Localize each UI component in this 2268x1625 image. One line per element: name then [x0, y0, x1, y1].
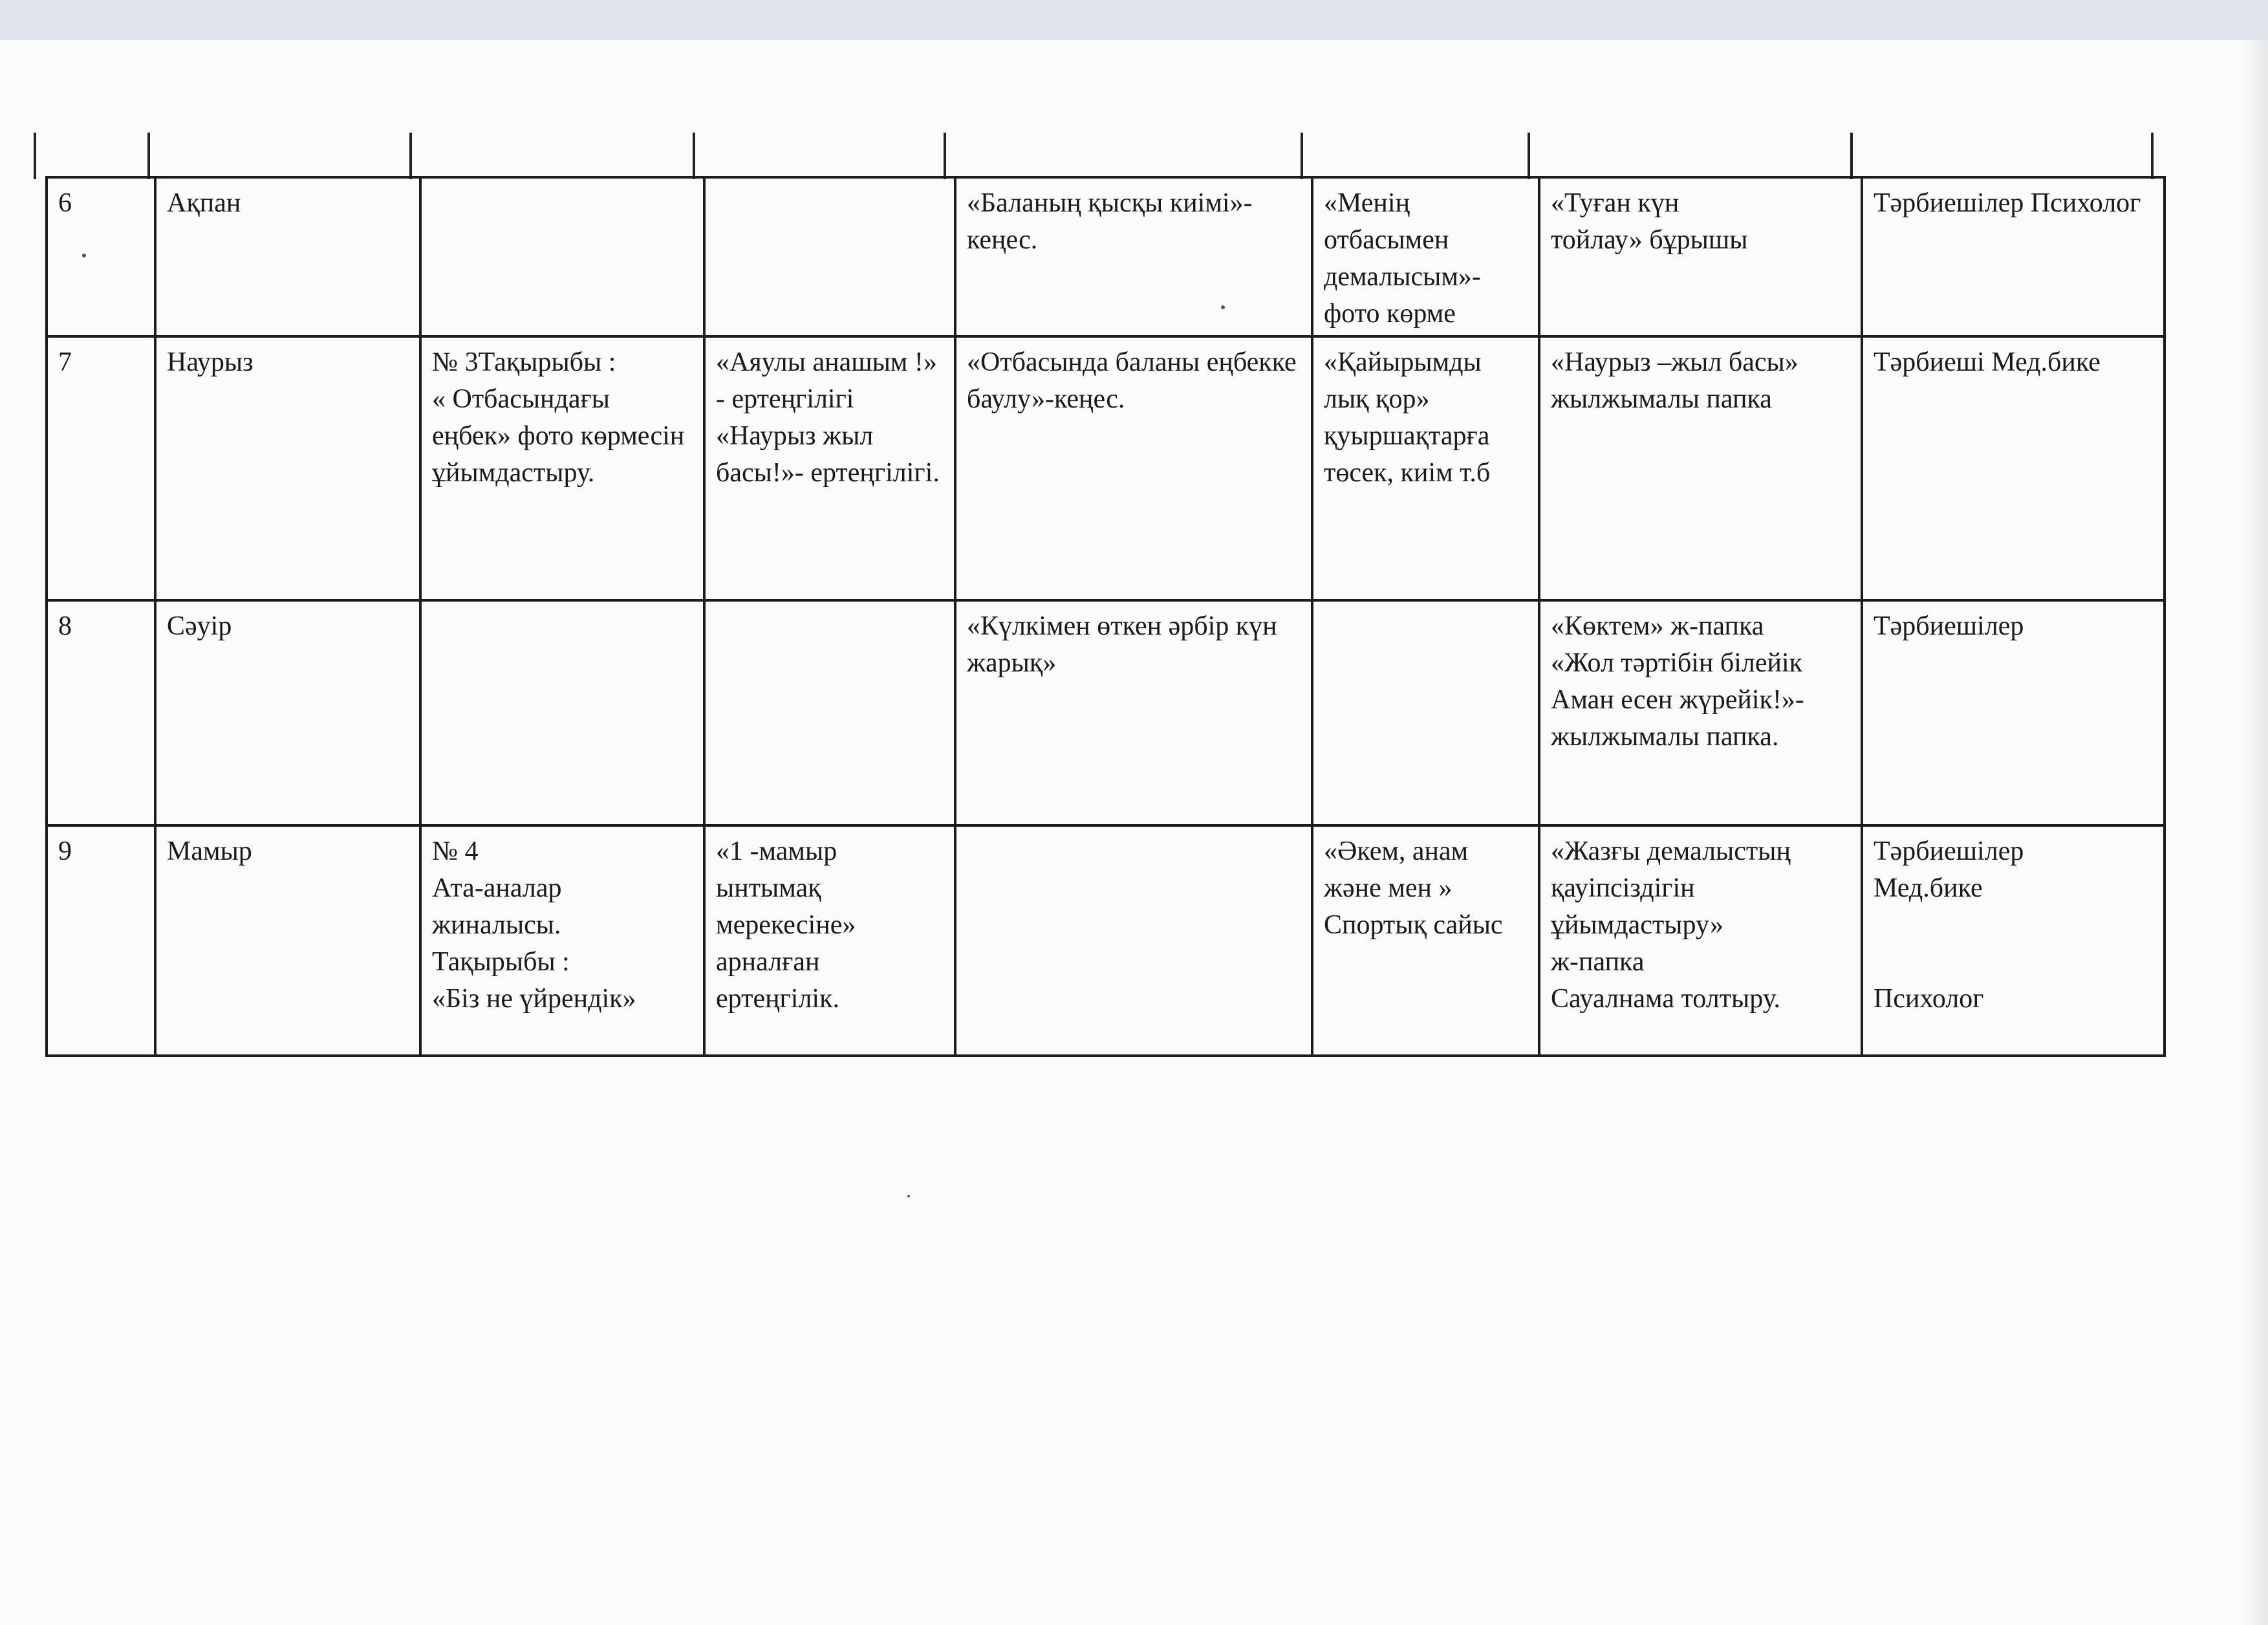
month-cell: Сәуір — [155, 600, 420, 825]
table-header-remnant — [0, 0, 2268, 194]
meeting-cell — [420, 177, 704, 336]
folder-cell: «Жазғы демалыстың қауіпсіздігін ұйымдастыру» ж-папка Сауалнама толтыру. — [1539, 825, 1862, 1056]
month-cell: Мамыр — [155, 825, 420, 1056]
row-number-cell: 9 — [47, 825, 155, 1056]
responsible-cell: Тәрбиешілер Психолог — [1862, 177, 2165, 336]
responsible-cell: Тәрбиешілер Мед.бике Психолог — [1862, 825, 2165, 1056]
meeting-cell — [420, 600, 704, 825]
table-row — [47, 177, 2165, 336]
consultation-cell: «Баланың қысқы киімі»-кеңес. — [955, 177, 1312, 336]
responsible-cell: Тәрбиешілер — [1862, 600, 2165, 825]
row-number-cell: 8 — [47, 600, 155, 825]
table-row — [47, 336, 2165, 600]
meeting-cell: № 4 Ата-аналар жиналысы. Тақырыбы : «Біз не үйрендік» — [420, 825, 704, 1056]
column-divider-stub — [147, 133, 150, 179]
responsible-cell: Тәрбиеші Мед.бике — [1862, 336, 2165, 600]
scan-speck — [82, 254, 86, 257]
consultation-cell: «Отбасында баланы еңбекке баулу»-кеңес. — [955, 336, 1312, 600]
month-cell: Ақпан — [155, 177, 420, 336]
event-cell — [704, 600, 955, 825]
column-divider-stub — [1528, 133, 1530, 179]
column-divider-stub — [1301, 133, 1303, 179]
exhibition-cell: «Менің отбасымен демалысым»-фото көрме — [1312, 177, 1539, 336]
scan-speck — [1221, 305, 1225, 309]
exhibition-cell: «Әкем, анам және мен » Спортық сайыс — [1312, 825, 1539, 1056]
folder-cell: «Туған күн тойлау» бұрышы — [1539, 177, 1862, 336]
consultation-cell: «Күлкімен өткен әрбір күн жарық» — [955, 600, 1312, 825]
paper-edge-shadow — [2242, 40, 2268, 1625]
event-cell: «1 -мамыр ынтымақ мерекесіне» арналған ертеңгілік. — [704, 825, 955, 1056]
table-row — [47, 825, 2165, 1056]
exhibition-cell: «Қайырымды лық қор» қуыршақтарға төсек, киім т.б — [1312, 336, 1539, 600]
column-divider-stub — [2151, 133, 2154, 179]
column-divider-stub — [409, 133, 412, 179]
consultation-cell — [955, 825, 1312, 1056]
event-cell: «Аяулы анашым !» - ертеңгілігі «Наурыз жыл басы!»- ертеңгілігі. — [704, 336, 955, 600]
folder-cell: «Наурыз –жыл басы» жылжымалы папка — [1539, 336, 1862, 600]
month-cell: Наурыз — [155, 336, 420, 600]
meeting-cell: № 3Тақырыбы : « Отбасындағы еңбек» фото көрмесін ұйымдастыру. — [420, 336, 704, 600]
folder-cell: «Көктем» ж-папка «Жол тәртібін білейік Аман есен жүрейік!»-жылжымалы папка. — [1539, 600, 1862, 825]
column-divider-stub — [1850, 133, 1853, 179]
column-divider-stub — [34, 133, 36, 179]
event-cell — [704, 177, 955, 336]
scan-speck — [907, 1195, 910, 1197]
row-number-cell: 6 — [47, 177, 155, 336]
row-number-cell: 7 — [47, 336, 155, 600]
table-row — [47, 600, 2165, 825]
exhibition-cell — [1312, 600, 1539, 825]
column-divider-stub — [944, 133, 946, 179]
parent-work-plan-table — [45, 176, 2166, 1057]
column-divider-stub — [693, 133, 695, 179]
